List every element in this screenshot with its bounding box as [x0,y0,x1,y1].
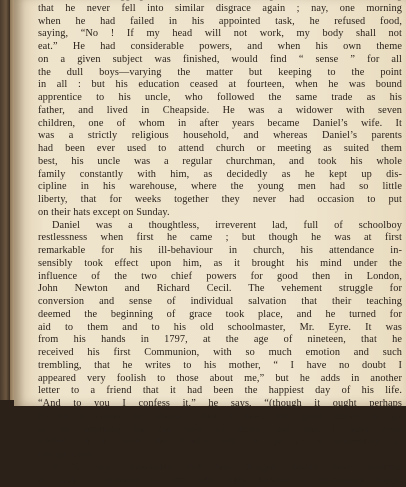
text-line: restlessness when first he came ; but though he was at first [38,232,402,245]
text-line: when he had failed in his appointed task, he refused food, [38,16,402,29]
text-line: liberty, that for weeks together they never had occasion to put [38,194,402,207]
text-line: on their hats except on Sunday. [38,207,402,220]
text-line: influence of the two chief powers for good then in London, [38,271,402,284]
text-line: “And to you I confess it,” he says, “(though it ought perhaps [38,398,402,411]
text-line: or do anything for the love of Jesus, and that I have even [38,424,402,437]
text-line: at such a moment to one who only became a missionary thirty- [38,475,402,487]
text-line: eat.” He had considerable powers, and when his own theme [38,41,402,54]
book-page [14,0,406,406]
text-line: John Newton and Richard Cecil. The vehement struggle for [38,283,402,296]
text-line: to be a cause for shame,) that I have felt great desire to go [38,411,402,424]
text-line: the dull boys—varying the matter but keeping to the point [38,67,402,80]
text-line: appeared very foolish to those about me,” but he adds in another [38,373,402,386]
text-line: It is very remarkable that this thought should have occurred [38,462,402,475]
text-line: received his first Communion, with so much emotion and such [38,347,402,360]
text-line: had been ever used to attend church or meeting as suited them [38,143,402,156]
text-line: trembling, that he writes to his mother, “ I have no doubt I [38,360,402,373]
text-line: children, one of whom in after years became Daniel’s wife. It [38,118,402,131]
text-line: sensibly took effect upon him, as it brought his mind under the [38,258,402,271]
text-line: that he never fell into similar disgrace again ; nay, one morning [38,3,402,16]
text-line: cipline in his warehouse, where the young men had so little [38,181,402,194]
text-line: best, his uncle was a regular churchman, and took his whole [38,156,402,169]
text-line: aid to them and to his old schoolmaster, Mr. Eyre. It was [38,322,402,335]
text-line: from his hands in 1797, at the age of nineteen, that he [38,334,402,347]
text-line: foreign lands.” [38,449,402,462]
text-line: family constantly with him, as decidedly as he kept up dis- [38,169,402,182]
text-line: Daniel was a thoughtless, irreverent lad, full of schoolboy [38,220,402,233]
text-line: saying, “No ! If my head will not work, my body shall not [38,28,402,41]
text-line: conversion and sense of individual salvation that their teaching [38,296,402,309]
text-line: wished, if it were the Lord’s will, to go as a missionary to [38,436,402,449]
text-line: apprentice to his uncle, who followed the same trade as his [38,92,402,105]
text-line: on a given subject was finished, would find “ sense ” for all [38,54,402,67]
text-line: letter to a friend that it had been the happiest day of his life. [38,385,402,398]
text-line: deemed the beginning of grace took place, and he turned for [38,309,402,322]
text-line: was a strictly religious household, and whereas Daniel’s parents [38,130,402,143]
page-text-block [38,0,402,487]
text-line: in all : but his education ceased at fourteen, when he was bound [38,79,402,92]
text-line: remarkable for his ill-behaviour in church, his attendance in- [38,245,402,258]
text-line: father, and lived in Cheapside. He was a widower with seven [38,105,402,118]
